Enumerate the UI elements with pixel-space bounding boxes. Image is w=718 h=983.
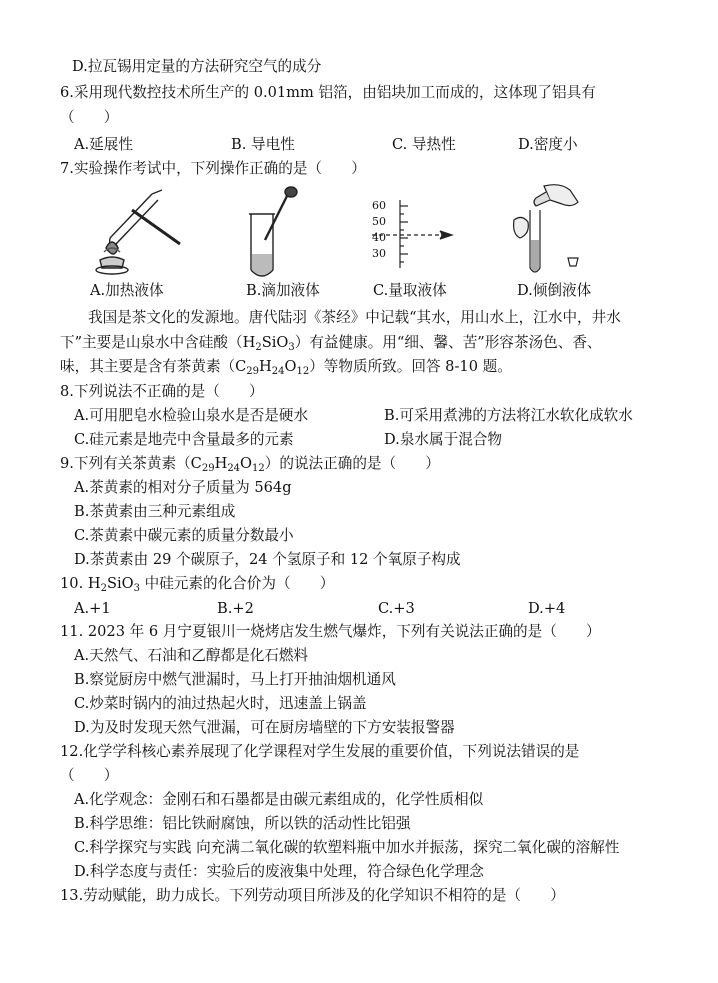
q8-option-d: D.泉水属于混合物 [384, 431, 502, 448]
q6-option-c: C. 导热性 [392, 136, 456, 153]
q6-option-a: A.延展性 [74, 136, 133, 153]
heating-liquid-figure [92, 188, 192, 278]
q9-stem: 9.下列有关茶黄素$(C_{29}H_{24}O_{12})$的说法正确的是（ ） [60, 455, 440, 474]
q13-stem: 13.劳动赋能，助力成长。下列劳动项目所涉及的化学知识不相符的是（ ） [60, 887, 565, 904]
q12-option-a: A.化学观念：金刚石和石墨都是由碳元素组成的，化学性质相似 [74, 791, 484, 808]
cylinder-tick-50: 50 [372, 215, 386, 228]
q6-option-b: B. 导电性 [231, 136, 295, 153]
q10-option-a: A.+1 [74, 600, 111, 617]
q12-option-d: D.科学态度与责任：实验后的废液集中处理，符合绿色化学理念 [74, 863, 484, 880]
q7-option-c: C.量取液体 [373, 282, 447, 299]
q5-option-d: D.拉瓦锡用定量的方法研究空气的成分 [72, 58, 322, 75]
q11-option-a: A.天然气、石油和乙醇都是化石燃料 [74, 647, 309, 664]
passage-line-1: 我国是茶文化的发源地。唐代陆羽《茶经》中记载“其水，用山水上，江水中，井水 [88, 309, 621, 326]
q9-option-b: B.茶黄素由三种元素组成 [74, 503, 236, 520]
q7-option-d: D.倾倒液体 [517, 282, 592, 299]
q10-stem: 10. $H_2SiO_3$ 中硅元素的化合价为（ ） [60, 575, 335, 594]
q12-option-b: B.科学思维：铝比铁耐腐蚀，所以铁的活动性比铝强 [74, 815, 411, 832]
q7-option-b: B.滴加液体 [246, 282, 320, 299]
cylinder-tick-60: 60 [372, 199, 386, 212]
q11-option-b: B.察觉厨房中燃气泄漏时，马上打开抽油烟机通风 [74, 671, 396, 688]
q12-stem: 12.化学学科核心素养展现了化学课程对学生发展的重要价值，下列说法错误的是 [60, 743, 580, 760]
cylinder-tick-40: 40 [372, 231, 386, 244]
q8-option-c: C.硅元素是地壳中含量最多的元素 [74, 431, 294, 448]
q6-stem: 6.采用现代数控技术所生产的 0.01mm 铝箔，由铝块加工而成的，这体现了铝具有 [60, 84, 596, 101]
q11-option-c: C.炒菜时锅内的油过热起火时，迅速盖上锅盖 [74, 695, 367, 712]
q10-option-b: B.+2 [217, 600, 254, 617]
q12-option-c: C.科学探究与实践 向充满二氧化碳的软塑料瓶中加水并振荡，探究二氧化碳的溶解性 [74, 839, 620, 856]
q7-stem: 7.实验操作考试中，下列操作正确的是（ ） [60, 160, 366, 177]
q9-option-c: C.茶黄素中碳元素的质量分数最小 [74, 527, 294, 544]
cylinder-tick-30: 30 [372, 247, 386, 260]
q10-option-d: D.+4 [528, 600, 566, 617]
passage-line-2: 下”主要是山泉水中含硅酸$(H_2SiO_3)$有益健康。用“细、馨、苦”形容茶汤色、香、 [60, 334, 602, 353]
q11-stem: 11. 2023 年 6 月宁夏银川一烧烤店发生燃气爆炸，下列有关说法正确的是（ ） [60, 623, 601, 640]
passage-line-3: 味，其主要是含有茶黄素$(C_{29}H_{24}O_{12})$等物质所致。回答 8-10 题。 [60, 358, 512, 377]
q8-option-a: A.可用肥皂水检验山泉水是否是硬水 [74, 407, 309, 424]
dropping-liquid-figure [243, 184, 303, 280]
q6-option-d: D.密度小 [518, 136, 578, 153]
q8-option-b: B.可采用煮沸的方法将江水软化成软水 [384, 407, 633, 424]
q10-option-c: C.+3 [378, 600, 415, 617]
q8-stem: 8.下列说法不正确的是（ ） [60, 383, 264, 400]
q6-stem-paren: （ ） [60, 109, 119, 126]
pouring-liquid-figure [506, 180, 586, 280]
q12-stem-paren: （ ） [60, 767, 119, 784]
q9-option-d: D.茶黄素由 29 个碳原子，24 个氢原子和 12 个氧原子构成 [74, 551, 461, 568]
q11-option-d: D.为及时发现天然气泄漏，可在厨房墙壁的下方安装报警器 [74, 719, 455, 736]
q9-option-a: A.茶黄素的相对分子质量为 564g [74, 479, 292, 496]
q7-option-a: A.加热液体 [90, 282, 164, 299]
